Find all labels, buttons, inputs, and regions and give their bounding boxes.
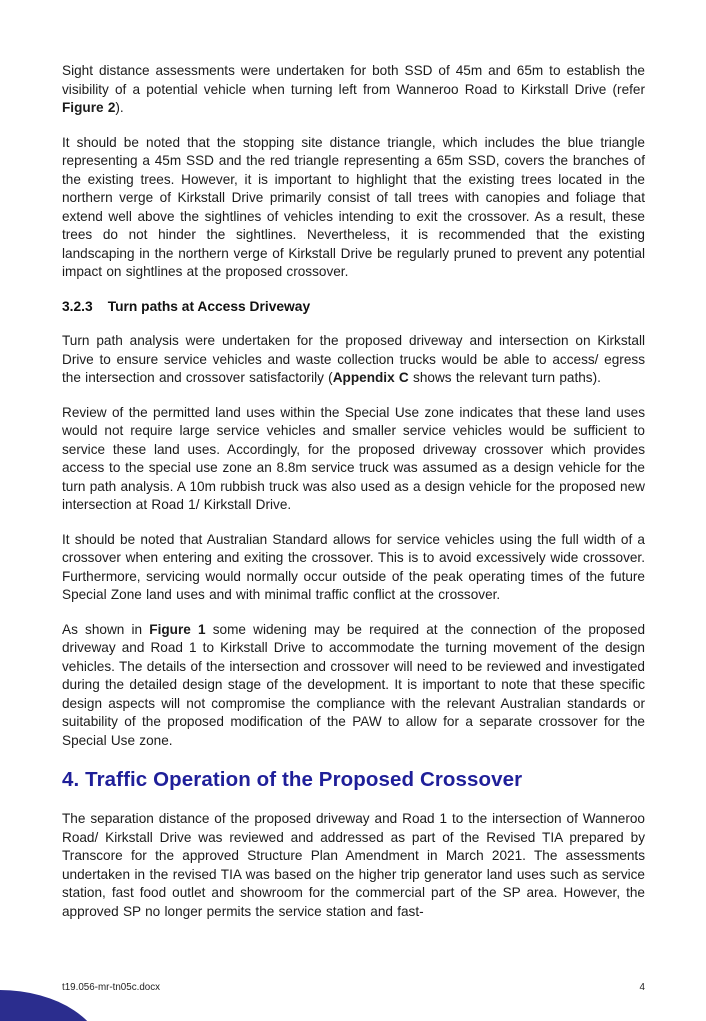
paragraph: Sight distance assessments were undertaken for both SSD of 45m and 65m to establish the visibility of a potential vehicle when turning left from Wanneroo Road to Kirkstall Drive (refer Figure 2).: [62, 63, 645, 115]
document-body: [62, 62, 645, 937]
paragraph: Review of the permitted land uses within the Special Use zone indicates that these land uses would not require large service vehicles and smaller service vehicles would be sufficient to service these land uses. Accordingly, for the proposed driveway crossover which provides access to the special use zone an 8.8m service truck was assumed as a design vehicle for the turn path analysis. A 10m rubbish truck was also used as a design vehicle for the proposed new intersection at Road 1/ Kirkstall Drive.: [62, 404, 645, 512]
footer-page-number: 4: [639, 982, 645, 993]
paragraph: It should be noted that the stopping site distance triangle, which includes the blue triangle representing a 45m SSD and the red triangle representing a 65m SSD, covers the branches of the existing trees. However, it is important to highlight that the existing trees located in the northern verge of Kirkstall Drive primarily consist of tall trees with canopies and foliage that extend well above the sightlines of vehicles intending to exit the crossover. As a result, these trees do not hinder the sightlines. Nevertheless, it is recommended that the existing landscaping in the northern verge of Kirkstall Drive be regularly pruned to prevent any potential impact on sightlines at the proposed crossover.: [62, 134, 645, 279]
paragraph: As shown in Figure 1 some widening may be required at the connection of the proposed driveway and Road 1 to Kirkstall Drive to accommodate the turning movement of the design vehicles. The details of the intersection and crossover will need to be reviewed and investigated during the detailed design stage of the development. It is important to note that these specific design aspects will not compromise the compliance with the relevant Australian standards or suitability of the proposed modification of the PAW to allow for a separate crossover for the Special Use zone.: [62, 621, 645, 748]
footer-filename: t19.056-mr-tn05c.docx: [62, 982, 161, 993]
section-heading: [62, 298, 645, 317]
section-title: Turn paths at Access Driveway: [107, 298, 311, 314]
section-number: 3.2.3: [62, 298, 93, 314]
paragraph: Turn path analysis were undertaken for the proposed driveway and intersection on Kirkstall Drive to ensure service vehicles and waste collection trucks would be able to access/ egress the intersection and crossover satisfactorily (Appendix C shows the relevant turn paths).: [62, 333, 645, 385]
footer: [62, 981, 645, 994]
chapter-heading: 4. Traffic Operation of the Proposed Crossover: [62, 768, 523, 791]
corner-decoration: [0, 990, 105, 1021]
paragraph: The separation distance of the proposed driveway and Road 1 to the intersection of Wanneroo Road/ Kirkstall Drive was reviewed and addressed as part of the Revised TIA prepared by Transcore for the approved Structure Plan Amendment in March 2021. The assessments undertaken in the revised TIA was based on the higher trip generator land uses such as service station, fast food outlet and showroom for the commercial part of the SP area. However, the approved SP no longer permits the service station and fast-: [62, 811, 645, 919]
paragraph: It should be noted that Australian Standard allows for service vehicles using the full width of a crossover when entering and exiting the crossover. This is to avoid excessively wide crossover. Furthermore, servicing would normally occur outside of the peak operating times of the future Special Zone land uses and with minimal traffic conflict at the crossover.: [62, 531, 645, 602]
